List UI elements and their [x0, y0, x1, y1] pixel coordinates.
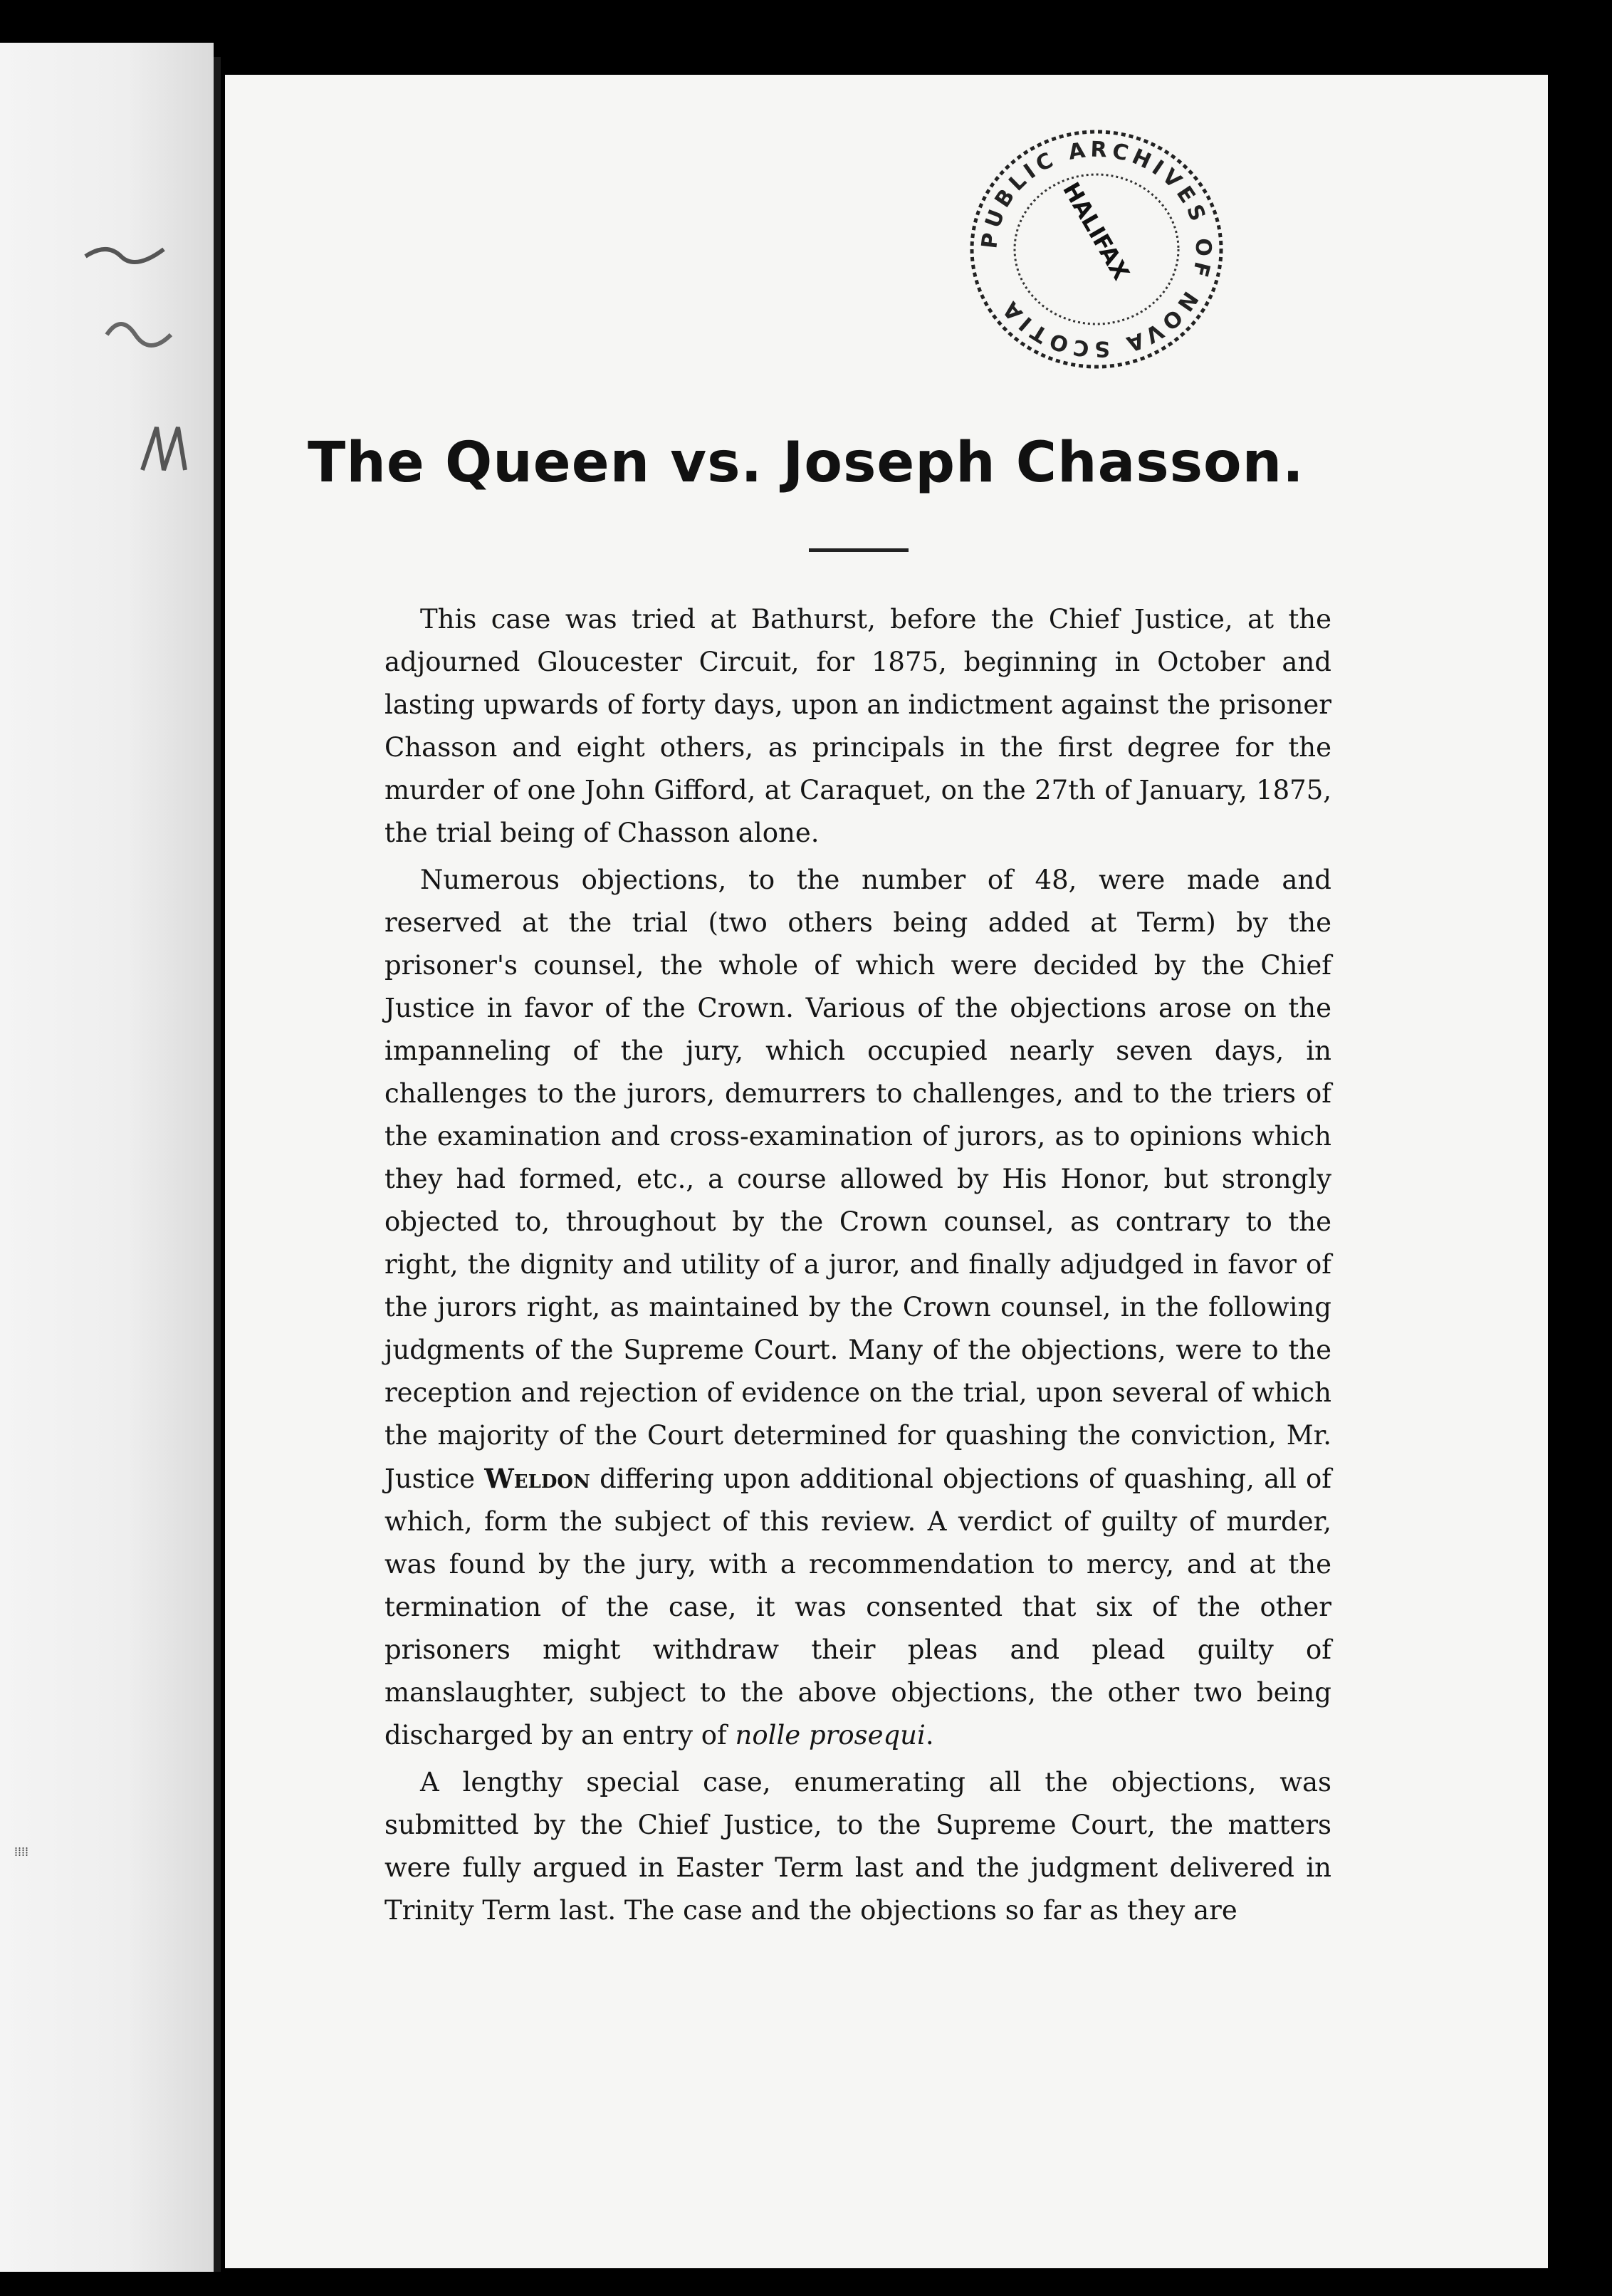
title-underline-rule — [809, 548, 909, 552]
left-facing-page — [0, 43, 214, 2272]
paragraph-1: This case was tried at Bathurst, before the Chief Justice, at the adjourned Gloucester Circuit, for 1875, beginning in October and lasting upwards of forty days, upon an indictment against the prisoner Chasson and eight others, as principals in the first degree for the murder of one John Gifford, at Caraquet, on the 27th of January, 1875, the trial being of Chasson alone. — [384, 604, 1331, 848]
paragraph-2-text: Numerous objections, to the number of 48, were made and reserved at the trial (two others being added at Term) by the prisoner's counsel, the whole of which were decided by the Chief Justice in favor of the Crown. Various of the objections arose on the impanneling of the jury, which occupied nearly seven days, in challenges to the jurors, demurrers to challenges, and to the triers of the examination and cross-examination of jurors, as to opinions which they had formed, etc., a course allowed by His Honor, but strongly objected to, throughout by the Crown counsel, as contrary to the right, the dignity and utility of a juror, and finally adjudged in favor of the jurors right, as maintained by the Crown counsel, in the following judgments of the Supreme Court. Many of the objections, were to the reception and rejection of evidence on the trial, upon several of which the majority of the Court determined for quashing the conviction, Mr. Justice — [384, 865, 1331, 1494]
latin-phrase: nolle prosequi — [735, 1720, 926, 1750]
paragraph-2-tail: differing upon additional objections of quashing, all of which, form the subject of this review. A verdict of guilty of murder, was found by the jury, with a recommendation to mercy, and at the termination of the case, it was consented that six of the other prisoners might withdraw their pleas and plead guilty of manslaughter, subject to the above objections, the other two being discharged by an entry of — [384, 1463, 1331, 1750]
justice-name: Weldon — [484, 1463, 590, 1494]
margin-shelf-mark: ⁞⁞⁞⁞ — [14, 1844, 29, 1859]
paragraph-2 — [384, 859, 1331, 1757]
stamp-center-text: HALIFAX — [1057, 177, 1135, 285]
paragraph-2-end: . — [925, 1720, 934, 1750]
archives-stamp — [947, 114, 1246, 385]
document-title: The Queen vs. Joseph Chasson. — [308, 431, 1304, 495]
book-binding — [214, 57, 221, 2272]
paragraph-3: A lengthy special case, enumerating all the objections, was submitted by the Chief Justice, to the Supreme Court, the matters were fully argued in Easter Term last and the judgment delivered in Trinity Term last. The case and the objections so far as they are — [384, 1767, 1331, 1926]
stamp-ring-text: PUBLIC ARCHIVES OF NOVA SCOTIA — [977, 137, 1216, 362]
document-body — [384, 598, 1331, 1936]
